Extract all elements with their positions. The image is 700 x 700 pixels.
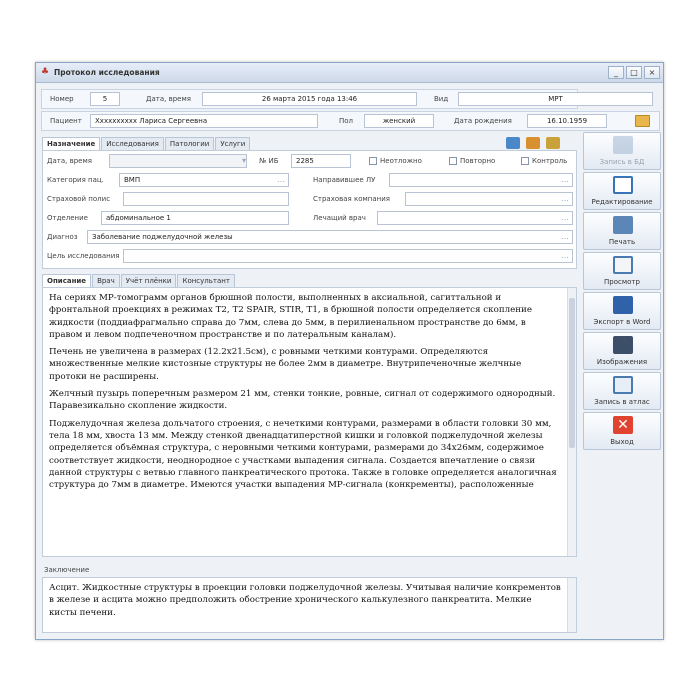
print-button[interactable]: Печать <box>583 212 661 250</box>
bottom-tabs <box>42 274 236 287</box>
sex-label: Пол <box>339 117 354 125</box>
app-icon: ♣ <box>41 67 50 77</box>
images-icon <box>613 336 633 354</box>
birth-field[interactable]: 16.10.1959 <box>527 114 607 128</box>
doctor-label: Лечащий врач <box>313 214 366 222</box>
minimize-button[interactable]: _ <box>608 66 624 79</box>
top-tabs <box>42 137 251 150</box>
exit-icon: ✕ <box>613 416 633 434</box>
policy-label: Страховой полис <box>47 195 111 203</box>
insurer-label: Страховая компания <box>313 195 390 203</box>
exit-button[interactable]: ✕ Выход <box>583 412 661 450</box>
conclusion-label: Заключение <box>44 566 90 574</box>
close-button[interactable]: × <box>644 66 660 79</box>
conclusion-area[interactable] <box>42 577 577 633</box>
type-field[interactable]: МРТ <box>458 92 653 106</box>
number-field[interactable]: 5 <box>90 92 120 106</box>
conclusion-scrollbar[interactable] <box>567 578 576 632</box>
dept-label: Отделение <box>47 214 88 222</box>
scrollbar-thumb[interactable] <box>569 298 575 448</box>
conclusion-text[interactable]: Асцит. Жидкостные структуры в проекции головки поджелудочной железы. Учитывая наличие конкрементов в железе и асцита можно предположить обострение хронического калькулезного панкреатита. Мелкие кисты печени. <box>49 583 561 618</box>
maximize-button[interactable]: □ <box>626 66 642 79</box>
number-label: Номер <box>50 95 74 103</box>
birth-label: Дата рождения <box>454 117 512 125</box>
header-row-patient <box>41 111 660 131</box>
tab-studies[interactable]: Исследования <box>101 137 164 150</box>
atlas-button[interactable]: Запись в атлас <box>583 372 661 410</box>
printer-icon <box>613 216 633 234</box>
dept-field[interactable]: абдоминальное 1 <box>101 211 289 225</box>
title-bar[interactable] <box>36 63 663 83</box>
atlas-icon <box>613 376 633 394</box>
tab-services[interactable]: Услуги <box>215 137 250 150</box>
save-db-button[interactable]: Запись в БД <box>583 132 661 170</box>
doctor-field[interactable] <box>377 211 573 225</box>
forward-icon[interactable] <box>546 137 560 149</box>
header-row-number <box>41 89 578 109</box>
category-picker-icon[interactable]: … <box>277 175 285 184</box>
referring-picker-icon[interactable]: … <box>561 175 569 184</box>
description-paragraph: На сериях МР-томограмм органов брюшной полости, выполненных в аксиальной, сагиттальной и фронтальной проекциях в режимах Т2, T2 SPAIR, STIR, Т1, в брюшной полости определяется скопление жидкости (поддиафрагмально справа до 7мм, слева до 5мм, в перилиенальном пространстве до 6мм, в правом и левом подпеченочном пространстве и по латеральным каналам). <box>49 293 532 340</box>
ib-field[interactable]: 2285 <box>291 154 351 168</box>
description-paragraph: Поджелудочная железа дольчатого строения, с нечеткими контурами, размерами в области головки 30 мм, тела 18 мм, хвоста 13 мм. Между стенкой двенадцатиперстной кишки и головкой поджелудочной железы определяется объёмная структура, с неровными четкими контурами, размерами до 34х26мм, содержимое соответствует жидкости, неоднородное с участками выпадения сигнала. Создается впечатление о связи данной структуры с ветвью главного панкреатического протока. Также в головке определяется аналогичная структура до 7мм в диаметре. Имеются участки выпадения МР-сигнала (конкременты), расположенные <box>49 418 557 491</box>
description-paragraph: Желчный пузырь поперечным размером 21 мм, стенки тонкие, ровные, сигнал от содержимого однородный. Паравезикально скопление жидкости. <box>49 389 556 412</box>
type-label: Вид <box>434 95 449 103</box>
tab-description[interactable]: Описание <box>42 274 91 287</box>
policy-field[interactable] <box>123 192 289 206</box>
patient-field[interactable]: Хххххххххх Лариса Сергеевна <box>90 114 318 128</box>
preview-button[interactable]: Просмотр <box>583 252 661 290</box>
preview-icon <box>613 256 633 274</box>
purpose-field[interactable] <box>123 249 573 263</box>
ib-label: № ИБ <box>259 157 279 165</box>
patient-label: Пациент <box>50 117 82 125</box>
datetime-field[interactable]: 26 марта 2015 года 13:46 <box>202 92 417 106</box>
edit-button[interactable]: Редактирование <box>583 172 661 210</box>
insurer-picker-icon[interactable]: … <box>561 194 569 203</box>
control-checkbox[interactable]: Контроль <box>521 156 567 166</box>
description-text[interactable] <box>49 292 561 553</box>
category-label: Категория пац. <box>47 176 104 184</box>
tab-doctor[interactable]: Врач <box>92 274 120 287</box>
referring-field[interactable] <box>389 173 573 187</box>
tab-pathologies[interactable]: Патологии <box>165 137 214 150</box>
date-field[interactable] <box>109 154 247 168</box>
word-export-icon <box>613 296 633 314</box>
tab-film[interactable]: Учёт плёнки <box>121 274 177 287</box>
urgent-checkbox[interactable]: Неотложно <box>369 156 422 166</box>
protocol-window <box>35 62 664 640</box>
description-paragraph: Печень не увеличена в размерах (12.2х21.5см), с ровными четкими контурами. Определяются множественные мелкие кистозные структуры не более 2мм в диаметре. Внутрипеченочные желчные протоки не расширены. <box>49 347 522 382</box>
folder-icon[interactable] <box>635 115 650 127</box>
repeat-checkbox[interactable]: Повторно <box>449 156 495 166</box>
tab-assignment[interactable]: Назначение <box>42 137 100 150</box>
description-scrollbar[interactable] <box>567 288 576 556</box>
sex-field[interactable]: женский <box>364 114 434 128</box>
tab-consultant[interactable]: Консультант <box>177 274 234 287</box>
diagnosis-picker-icon[interactable]: … <box>561 232 569 241</box>
description-area[interactable] <box>42 287 577 557</box>
diagnosis-label: Диагноз <box>47 233 78 241</box>
export-word-button[interactable]: Экспорт в Word <box>583 292 661 330</box>
assignment-panel <box>42 150 577 269</box>
date-label: Дата, время <box>47 157 92 165</box>
category-field[interactable]: ВМП <box>119 173 289 187</box>
diagnosis-field[interactable]: Заболевание поджелудочной железы <box>87 230 573 244</box>
referring-label: Направившее ЛУ <box>313 176 376 184</box>
gear-icon[interactable] <box>526 137 540 149</box>
images-button[interactable]: Изображения <box>583 332 661 370</box>
datetime-label: Дата, время <box>146 95 191 103</box>
camera-icon[interactable] <box>506 137 520 149</box>
window-title: Протокол исследования <box>54 68 160 77</box>
purpose-picker-icon[interactable]: … <box>561 251 569 260</box>
database-save-icon <box>613 136 633 154</box>
edit-icon <box>613 176 633 194</box>
insurer-field[interactable] <box>405 192 573 206</box>
purpose-label: Цель исследования <box>47 252 120 260</box>
doctor-picker-icon[interactable]: … <box>561 213 569 222</box>
date-picker-icon[interactable]: ▾ <box>241 156 246 165</box>
